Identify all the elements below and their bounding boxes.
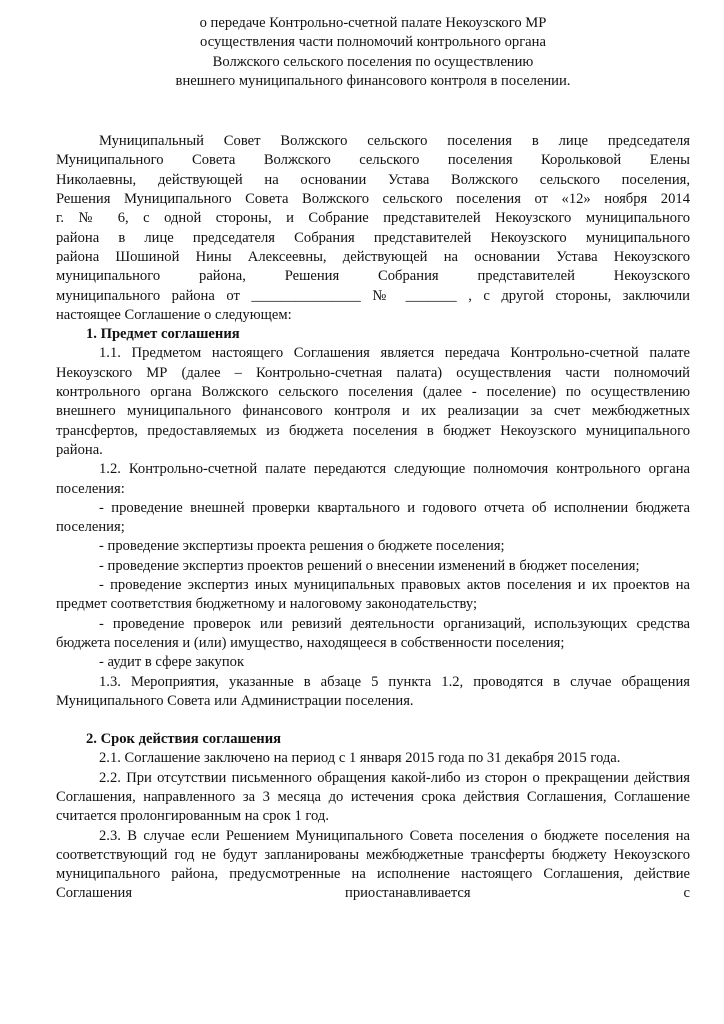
title-line: внешнего муниципального финансового контроля в поселении. [175, 72, 571, 89]
preamble-line: Николаевны, действующей на основании Устава Волжского сельского поселения, [56, 171, 690, 188]
title-line: Волжского сельского поселения по осуществлению [212, 53, 534, 70]
document-page [56, 14, 690, 904]
clause-2-2: 2.2. При отсутствии письменного обращения какой-либо из сторон о прекращении действия Соглашения, направленного за 3 месяца до истечения срока действия Соглашения, Соглашение считается пролонгированным на срок 1 год. [56, 769, 690, 825]
preamble [56, 132, 690, 325]
section-2-heading: 2. Срок действия соглашения [86, 731, 282, 748]
list-item: - проведение экспертиз иных муниципальных правовых актов поселения и их проектов на предмет соответствия бюджетному и налоговому законодательству; [56, 577, 690, 613]
preamble-line: г. № 6, с одной стороны, и Собрание представителей Некоузского муниципального [56, 210, 690, 227]
spacer [56, 711, 690, 730]
list-item: - проведение внешней проверки квартального и годового отчета об исполнении бюджета поселения; [56, 499, 690, 536]
preamble-line: района в лице председателя Собрания представителей Некоузского муниципального [56, 229, 690, 246]
list-item: - проведение экспертиз проектов решений о внесении изменений в бюджет поселения; [99, 557, 640, 574]
list-item: - проведение экспертизы проекта решения о бюджете поселения; [99, 538, 505, 555]
title-line: о передаче Контрольно-счетной палате Некоузского МР [199, 15, 547, 31]
clause-2-1: 2.1. Соглашение заключено на период с 1 января 2015 года по 31 декабря 2015 года. [99, 750, 621, 767]
document-title [56, 14, 690, 91]
clause-1-3: 1.3. Мероприятия, указанные в абзаце 5 пункта 1.2, проводятся в случае обращения Муниципального Совета или Администрации поселения. [56, 673, 690, 709]
preamble-line: настоящее Соглашение о следующем: [56, 306, 292, 323]
preamble-line: муниципального района от _______________ № _______ , с другой стороны, заключили [56, 287, 690, 304]
preamble-line: Решения Муниципального Совета Волжского сельского поселения от «12» ноября 2014 [56, 191, 690, 208]
preamble-line: Муниципальный Совет Волжского сельского поселения в лице председателя [99, 133, 690, 150]
preamble-line: района Шошиной Нины Алексеевны, действующей на основании Устава Некоузского [56, 248, 690, 265]
section-1-heading: 1. Предмет соглашения [86, 326, 240, 343]
clause-2-3: 2.3. В случае если Решением Муниципального Совета поселения о бюджете поселения на соответствующий год не будут запланированы межбюджетные трансферты бюджету Некоузского муниципального района, предусмотренные на исполнение настоящего Соглашения, действие Соглашения приостанавливается с [56, 827, 690, 902]
title-line: осуществления части полномочий контрольного органа [200, 34, 546, 51]
preamble-line: Муниципального Совета Волжского сельского поселения Корольковой Елены [56, 152, 690, 169]
clause-1-2: 1.2. Контрольно-счетной палате передаются следующие полномочия контрольного органа поселения: [56, 461, 690, 497]
list-item: - аудит в сфере закупок [99, 654, 245, 671]
list-item: - проведение проверок или ревизий деятельности организаций, использующих средства бюджета поселения и (или) имущество, находящееся в собственности поселения; [56, 615, 690, 651]
clause-1-1: 1.1. Предметом настоящего Соглашения является передача Контрольно-счетной палате Некоузского МР (далее – Контрольно-счетная палата) осуществления части полномочий контрольного органа Волжского сельского поселения (далее - поселение) по осуществлению внешнего муниципального финансового контроля и их реализации за счет межбюджетных трансфертов, предоставляемых из бюджета поселения в бюджет Некоузского муниципального района. [56, 345, 690, 458]
preamble-line: муниципального района, Решения Собрания представителей Некоузского [56, 268, 690, 285]
